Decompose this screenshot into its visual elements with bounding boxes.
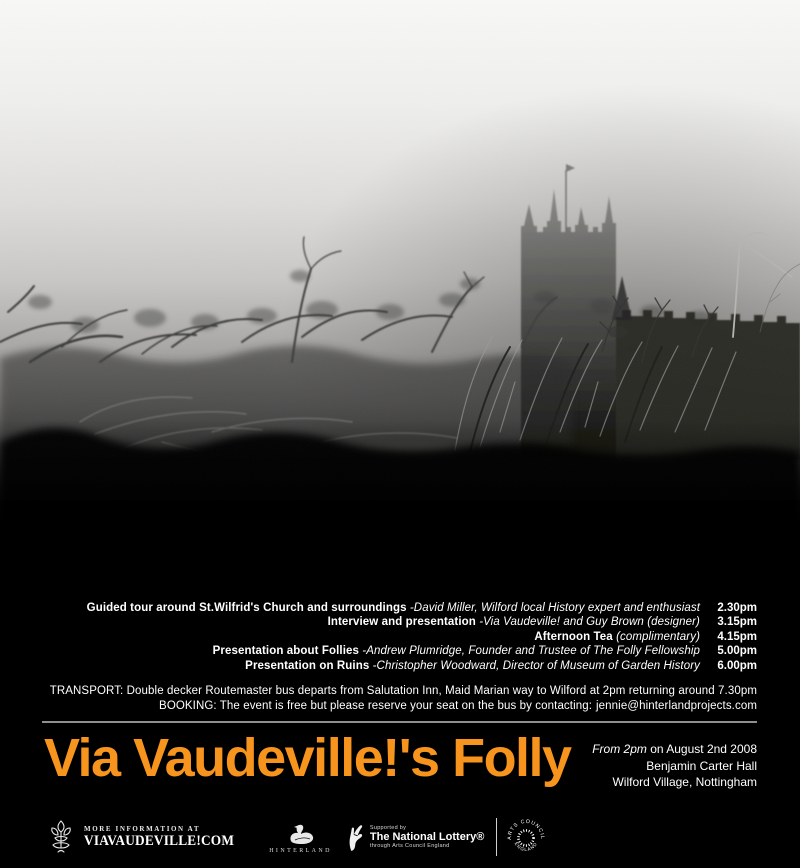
- event-location: Wilford Village, Nottingham: [612, 775, 757, 789]
- viavaudeville-url[interactable]: VIAVAUDEVILLE!COM: [84, 832, 235, 849]
- more-info-label: MORE INFORMATION AT: [84, 824, 201, 833]
- booking-line: BOOKING: The event is free but please reserve your seat on the bus by contacting: jennie@hinterlandprojects.com: [159, 700, 757, 712]
- event-details: [592, 741, 757, 791]
- horizontal-rule: [42, 721, 757, 723]
- schedule-item-time: 5.00pm: [717, 645, 757, 658]
- hinterland-swan-icon: [285, 821, 317, 847]
- lottery-supported-by: Supported by: [369, 825, 407, 831]
- event-date: From 2pm on August 2nd 2008: [592, 742, 757, 756]
- schedule-item-time: 2.30pm: [717, 602, 757, 614]
- arts-council-bottom-text: ENGLAND: [513, 841, 539, 853]
- schedule-item-time: 3.15pm: [717, 616, 757, 629]
- more-info-block: [84, 825, 247, 850]
- hinterland-label: HINTERLAND: [269, 847, 332, 854]
- lottery-subline: through Arts Council England: [369, 843, 450, 849]
- hinterland-logo: [269, 821, 332, 854]
- schedule-item-text: Presentation on Ruins -Christopher Woodward, Director of Museum of Garden History: [245, 659, 700, 672]
- schedule-row: [42, 644, 757, 658]
- arts-council-top-text: ARTS COUNCIL: [507, 818, 546, 840]
- schedule-item-text: Guided tour around St.Wilfrid's Church and surroundings -David Miller, Wilford local History expert and enthusiast: [86, 602, 700, 614]
- national-lottery-logo: [348, 823, 484, 852]
- schedule-item-time: 4.15pm: [717, 630, 757, 643]
- schedule-item-text: Presentation about Follies -Andrew Plumridge, Founder and Trustee of The Folly Fellowship: [212, 645, 700, 658]
- schedule-item-time: 6.00pm: [717, 659, 757, 672]
- event-schedule: [42, 601, 757, 673]
- via-vaudeville-crest-icon: [46, 818, 76, 856]
- national-lottery-fingers-icon: [348, 823, 365, 852]
- schedule-row: [42, 630, 757, 644]
- transport-booking-notes: [42, 684, 757, 714]
- booking-email[interactable]: jennie@hinterlandprojects.com: [596, 700, 757, 712]
- footer-divider: [496, 818, 497, 856]
- lottery-name: The National Lottery®: [369, 831, 485, 843]
- poster-title: Via Vaudeville!'s Folly: [44, 728, 571, 788]
- schedule-row: [42, 601, 757, 615]
- footer-logos: [46, 810, 547, 864]
- lottery-text-block: [370, 825, 484, 849]
- schedule-item-text: Afternoon Tea (complimentary): [534, 630, 700, 643]
- schedule-row: [42, 659, 757, 673]
- transport-line: TRANSPORT: Double decker Routemaster bus departs from Salutation Inn, Maid Marian way to Wilford at 2pm returning around 7.30pm: [49, 685, 757, 697]
- schedule-row: [42, 615, 757, 629]
- svg-text:ARTS COUNCIL: [507, 819, 545, 840]
- arts-council-england-logo: [505, 814, 547, 860]
- schedule-item-text: Interview and presentation -Via Vaudeville! and Guy Brown (designer): [327, 616, 700, 629]
- event-venue: Benjamin Carter Hall: [646, 758, 757, 773]
